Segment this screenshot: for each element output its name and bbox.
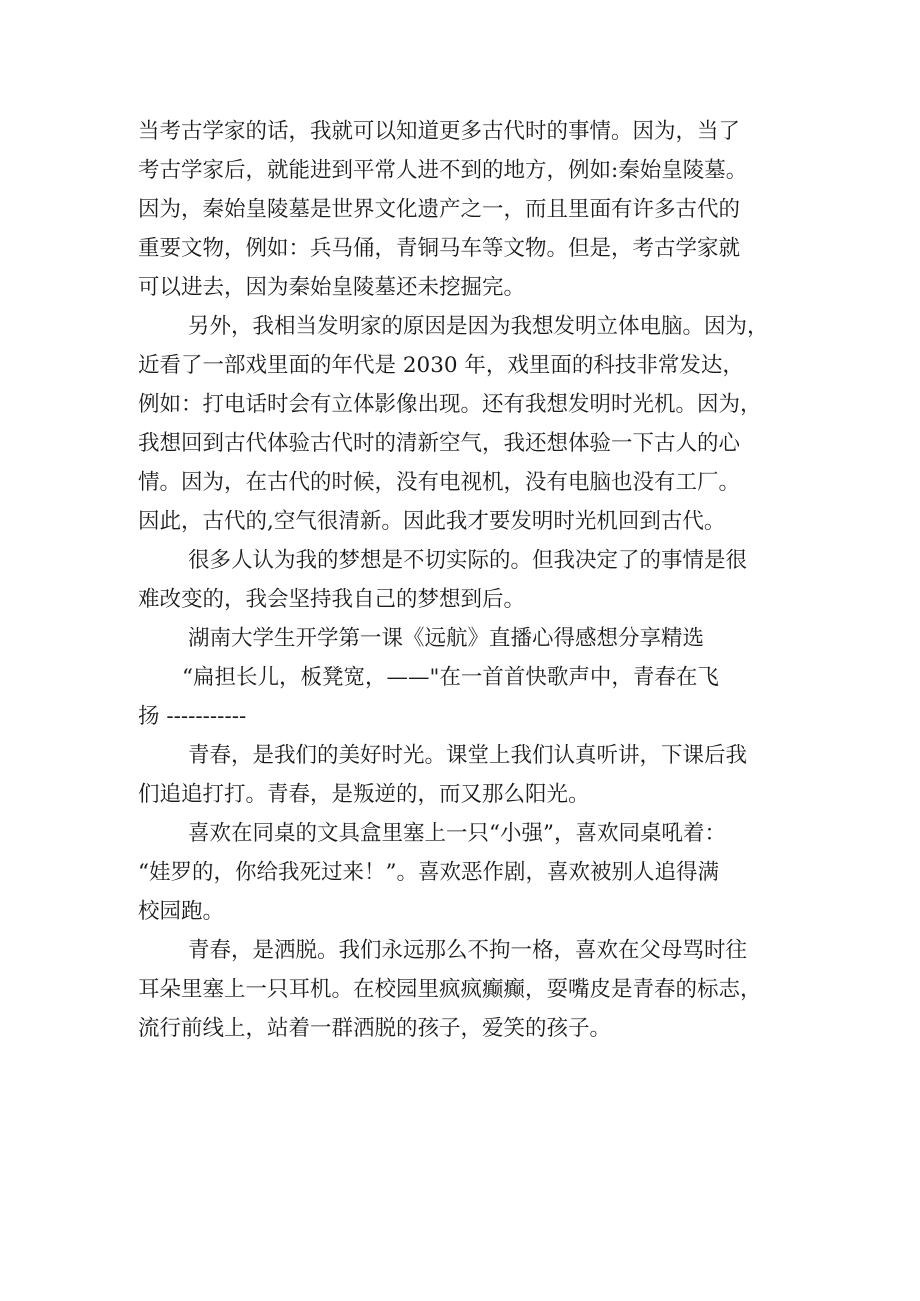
text-line: 耳朵里塞上一只耳机。在校园里疯疯癫癫，耍嘴皮是青春的标志， [138, 977, 762, 1002]
text-line: 因为，秦始皇陵墓是世界文化遗产之一，而且里面有许多古代的 [138, 197, 741, 222]
text-line: 当考古学家的话，我就可以知道更多古代时的事情。因为，当了 [138, 119, 741, 144]
paragraph-first-line: 青春，是洒脱。我们永远那么不拘一格，喜欢在父母骂时往 [188, 938, 748, 963]
text-line: 近看了一部戏里面的年代是 2030 年，戏里面的科技非常发达， [138, 353, 744, 378]
text-line: 难改变的，我会坚持我自己的梦想到后。 [138, 587, 526, 612]
text-line: 可以进去，因为秦始皇陵墓还未挖掘完。 [138, 275, 526, 300]
text-line: 考古学家后，就能进到平常人进不到的地方，例如:秦始皇陵墓。 [138, 158, 748, 183]
text-line: 扬 ----------- [138, 704, 247, 729]
text-line: 校园跑。 [138, 899, 225, 924]
paragraph-first-line: “扁担长儿，板凳宽，——"在一首首快歌声中，青春在飞 [182, 665, 719, 690]
paragraph-first-line: 很多人认为我的梦想是不切实际的。但我决定了的事情是很 [188, 548, 748, 573]
section-heading: 湖南大学生开学第一课《远航》直播心得感想分享精选 [188, 626, 705, 651]
text-line: 因此，古代的,空气很清新。因此我才要发明时光机回到古代。 [138, 509, 726, 534]
text-line: 们追追打打。青春，是叛逆的，而又那么阳光。 [138, 782, 590, 807]
text-line: 我想回到古代体验古代时的清新空气，我还想体验一下古人的心 [138, 431, 741, 456]
paragraph-first-line: 喜欢在同桌的文具盒里塞上一只“小强”，喜欢同桌吼着： [188, 821, 726, 846]
text-line: 情。因为，在古代的时候，没有电视机，没有电脑也没有工厂。 [138, 470, 741, 495]
text-line: 重要文物，例如：兵马俑，青铜马车等文物。但是，考古学家就 [138, 236, 741, 261]
text-line: 流行前线上，站着一群洒脱的孩子，爱笑的孩子。 [138, 1016, 612, 1041]
text-line: 例如：打电话时会有立体影像出现。还有我想发明时光机。因为， [138, 392, 762, 417]
paragraph-first-line: 另外，我相当发明家的原因是因为我想发明立体电脑。因为， [188, 314, 769, 339]
text-line: “娃罗的，你给我死过来！”。喜欢恶作剧，喜欢被别人追得满 [138, 860, 719, 885]
document-body [138, 112, 798, 1048]
paragraph-first-line: 青春，是我们的美好时光。课堂上我们认真听讲，下课后我 [188, 743, 748, 768]
